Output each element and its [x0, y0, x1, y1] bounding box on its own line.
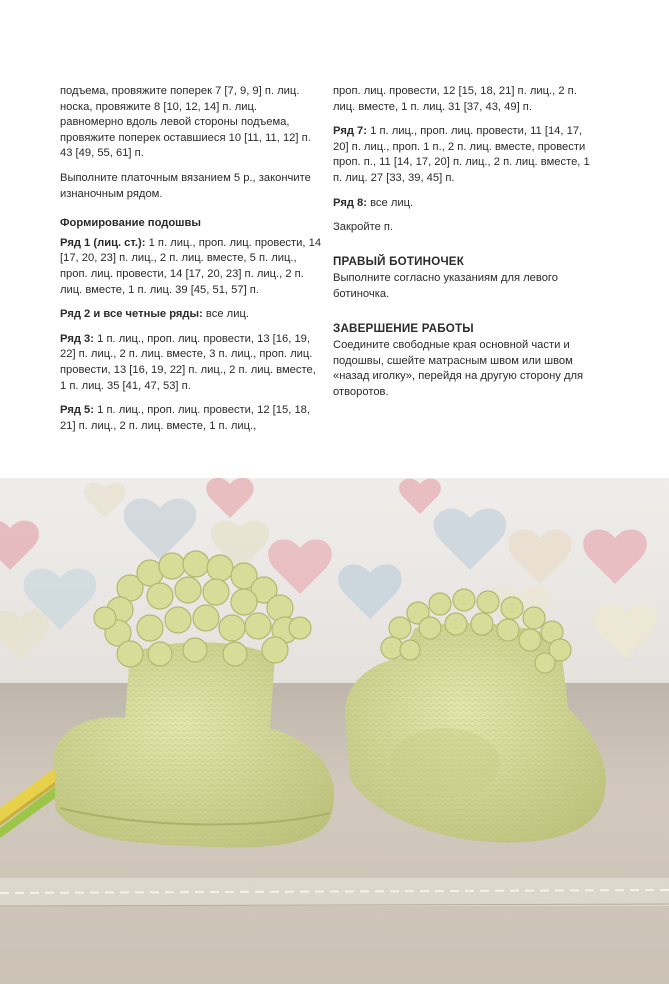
row-text: 1 п. лиц., проп. лиц. провести, 13 [16, 19, 22] п. лиц., 2 п. лиц. вместе, 3 п. лиц., проп. лиц. провести, 13 [16, 19, 22] п. лиц., 2 п. лиц. вместе, 1 п. лиц. 35 [41, 47, 53] п. — [60, 332, 316, 392]
section-title-right-bootie: ПРАВЫЙ БОТИНОЧЕК — [333, 254, 465, 268]
pattern-row — [333, 196, 593, 212]
right-text-column — [333, 84, 593, 410]
left-text-column — [60, 84, 322, 443]
paragraph: Соедините свободные края основной части и подошвы, сшейте матрасным швом или швом «назад иголку», перейдя на другую сторону для отворотов. — [333, 339, 584, 398]
row-label: Ряд 8: — [333, 196, 367, 209]
row-label: Ряд 1 (лиц. ст.): — [60, 236, 146, 249]
row-text: все лиц. — [202, 308, 249, 321]
row-text: 1 п. лиц., проп. лиц. провести, 12 [15, 18, 21] п. лиц., 2 п. лиц. вместе, 1 п. лиц., — [60, 404, 310, 432]
row-label: Ряд 2 и все четные ряды: — [60, 308, 203, 321]
section-title-finishing: ЗАВЕРШЕНИЕ РАБОТЫ — [333, 321, 474, 335]
pattern-row — [60, 403, 322, 434]
paragraph: Закройте п. — [333, 221, 394, 234]
paragraph: подъема, провяжите поперек 7 [7, 9, 9] п. лиц. носка, провяжите 8 [10, 12, 14] п. лиц. равномерно вдоль левой стороны подъема, провяжите поперек оставшиеся 10 [11, 11, 12] п. 43 [49, 55, 61] п. — [60, 85, 311, 160]
row-label: Ряд 7: — [333, 125, 367, 138]
row-label: Ряд 3: — [60, 332, 94, 345]
pattern-row — [60, 307, 322, 323]
paragraph: проп. лиц. провести, 12 [15, 18, 21] п. лиц., 2 п. лиц. вместе, 1 п. лиц. 31 [37, 43, 49] п. — [333, 85, 577, 113]
pattern-row — [333, 124, 593, 186]
section-heading: Формирование подошвы — [60, 217, 201, 230]
row-label: Ряд 5: — [60, 404, 94, 417]
paragraph: Выполните платочным вязанием 5 р., закончите изнаночным рядом. — [60, 171, 311, 200]
row-text: все лиц. — [367, 196, 414, 209]
booties-photo — [0, 478, 669, 984]
pattern-row — [60, 236, 322, 298]
pattern-row — [60, 332, 322, 394]
paragraph: Выполните согласно указаниям для левого ботиночка. — [333, 272, 558, 300]
row-text: 1 п. лиц., проп. лиц. провести, 11 [14, 17, 20] п. лиц., проп. 1 п., 2 п. лиц. вместе, провести проп. п., 11 [14, 17, 20] п. лиц., 2 п. лиц. вместе, 1 п. лиц. 27 [33, 39, 45] п. — [333, 125, 590, 184]
row-text: 1 п. лиц., проп. лиц. провести, 14 [17, 20, 23] п. лиц., 2 п. лиц. вместе, 5 п. лиц., проп. лиц. провести, 14 [17, 20, 23] п. лиц., 2 п. лиц. вместе, 1 п. лиц. 39 [45, 51, 57] п. — [60, 236, 322, 296]
